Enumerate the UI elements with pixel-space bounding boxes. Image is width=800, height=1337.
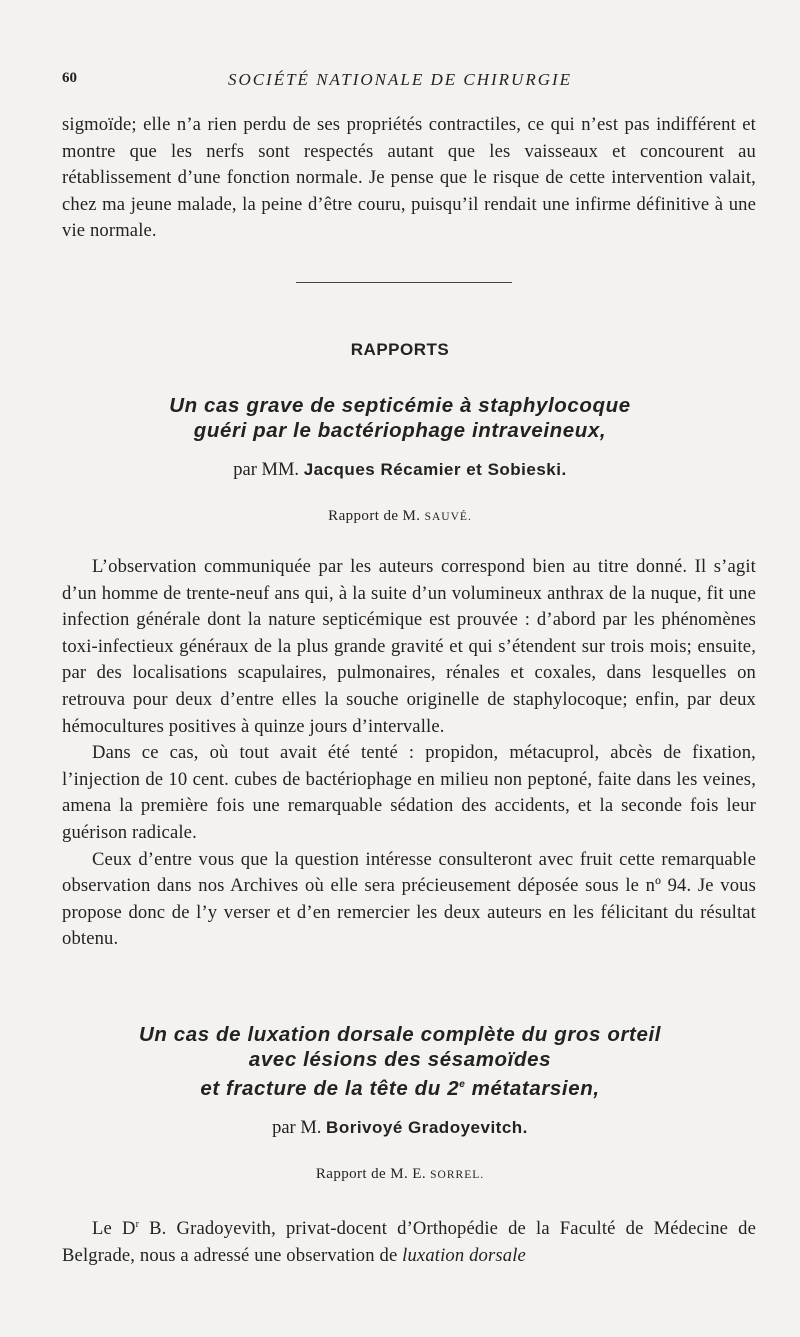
running-head: SOCIÉTÉ NATIONALE DE CHIRURGIE xyxy=(227,70,573,89)
article2-title-line3-num: 2 xyxy=(447,1076,460,1100)
article2-title-line3-b: métatarsien, xyxy=(471,1076,600,1100)
article1-authors: Jacques Récamier et Sobieski. xyxy=(303,460,567,479)
article2-title-line3-sup: e xyxy=(459,1079,466,1090)
article2-body xyxy=(62,1212,756,1269)
article1-rapport-prefix: Rapport de M. xyxy=(328,508,421,524)
article1-title xyxy=(0,393,800,443)
article1-title-line2: guéri par le bactériophage intraveineux, xyxy=(193,419,607,442)
article2-title-line3-a: et fracture de la tête du xyxy=(200,1076,441,1100)
article2-title-line1: Un cas de luxation dorsale complète du gros orteil xyxy=(138,1023,662,1046)
article2-para-sup: r xyxy=(135,1219,140,1230)
article2-title-line3 xyxy=(0,1072,800,1101)
article2-authors: Borivoyé Gradoyevitch. xyxy=(326,1118,528,1137)
article2-byline xyxy=(0,1118,800,1139)
section-heading: RAPPORTS xyxy=(350,340,450,359)
article1-body xyxy=(62,554,756,953)
article1-byline xyxy=(0,460,800,481)
article2-rapporteur: SORREL. xyxy=(430,1169,485,1181)
article1-title-line1: Un cas grave de septicémie à staphylocoque xyxy=(169,394,631,417)
article2-rapport-prefix: Rapport de M. E. xyxy=(315,1166,426,1182)
article1-paragraph-3: Ceux d’entre vous que la question intéresse consulteront avec fruit cette remarquable observation dans nos Archives où elle sera précieusement déposée sous le nº 94. Je vous propose donc de l’y verser et d’en remercier les deux auteurs en les félicitant du résultat obtenu. xyxy=(62,848,756,950)
article1-rapport xyxy=(0,508,800,525)
article2-byline-prefix: par M. xyxy=(272,1118,322,1138)
page-number: 60 xyxy=(62,70,77,86)
section-divider xyxy=(296,282,512,283)
article1-byline-prefix: par MM. xyxy=(233,460,300,480)
article2-title-line2: avec lésions des sésamoïdes xyxy=(248,1048,552,1071)
article2-para-main: B. Gradoyevith, privat-docent d’Orthopédie de la Faculté de Médecine de Belgrade, nous a adressé une observation de xyxy=(62,1218,756,1266)
article2-paragraph-1 xyxy=(62,1212,756,1269)
article2-rapport xyxy=(0,1166,800,1183)
article1-paragraph-2: Dans ce cas, où tout avait été tenté : propidon, métacuprol, abcès de fixation, l’injection de 10 cent. cubes de bactériophage en milieu non peptoné, faite dans les veines, amena la première fois une remarquable sédation des accidents, et la seconde fois leur guérison radicale. xyxy=(62,742,756,843)
intro-paragraph: sigmoïde; elle n’a rien perdu de ses propriétés contractiles, ce qui n’est pas indifférent et montre que les nerfs sont respectés autant que les vaisseaux et concourent au rétablissement d’une fonction normale. Je pense que le risque de cette intervention valait, chez ma jeune malade, la peine d’être couru, puisqu’il rendait une infirme définitive à une vie normale. xyxy=(62,114,756,242)
intro-block xyxy=(62,112,756,245)
article1-rapporteur: SAUVÉ. xyxy=(424,511,472,523)
article2-para-italic: luxation dorsale xyxy=(402,1244,526,1266)
article2-para-start: Le D xyxy=(92,1218,136,1240)
article2-title xyxy=(0,1022,800,1101)
article1-paragraph-1: L’observation communiquée par les auteurs correspond bien au titre donné. Il s’agit d’un homme de trente-neuf ans qui, à la suite d’un volumineux anthrax de la nuque, fit une infection générale dont la nature septicémique est prouvée : d’abord par les phénomènes toxi-infectieux généraux de la plus grande gravité et qui s’étendent sur trois mois; ensuite, par des localisations scapulaires, pulmonaires, rénales et coxales, dans lesquelles on retrouva pour deux d’entre elles la souche originelle de staphylocoque; enfin, par deux hémocultures positives à quinze jours d’intervalle. xyxy=(62,556,756,737)
page-header xyxy=(62,70,738,96)
